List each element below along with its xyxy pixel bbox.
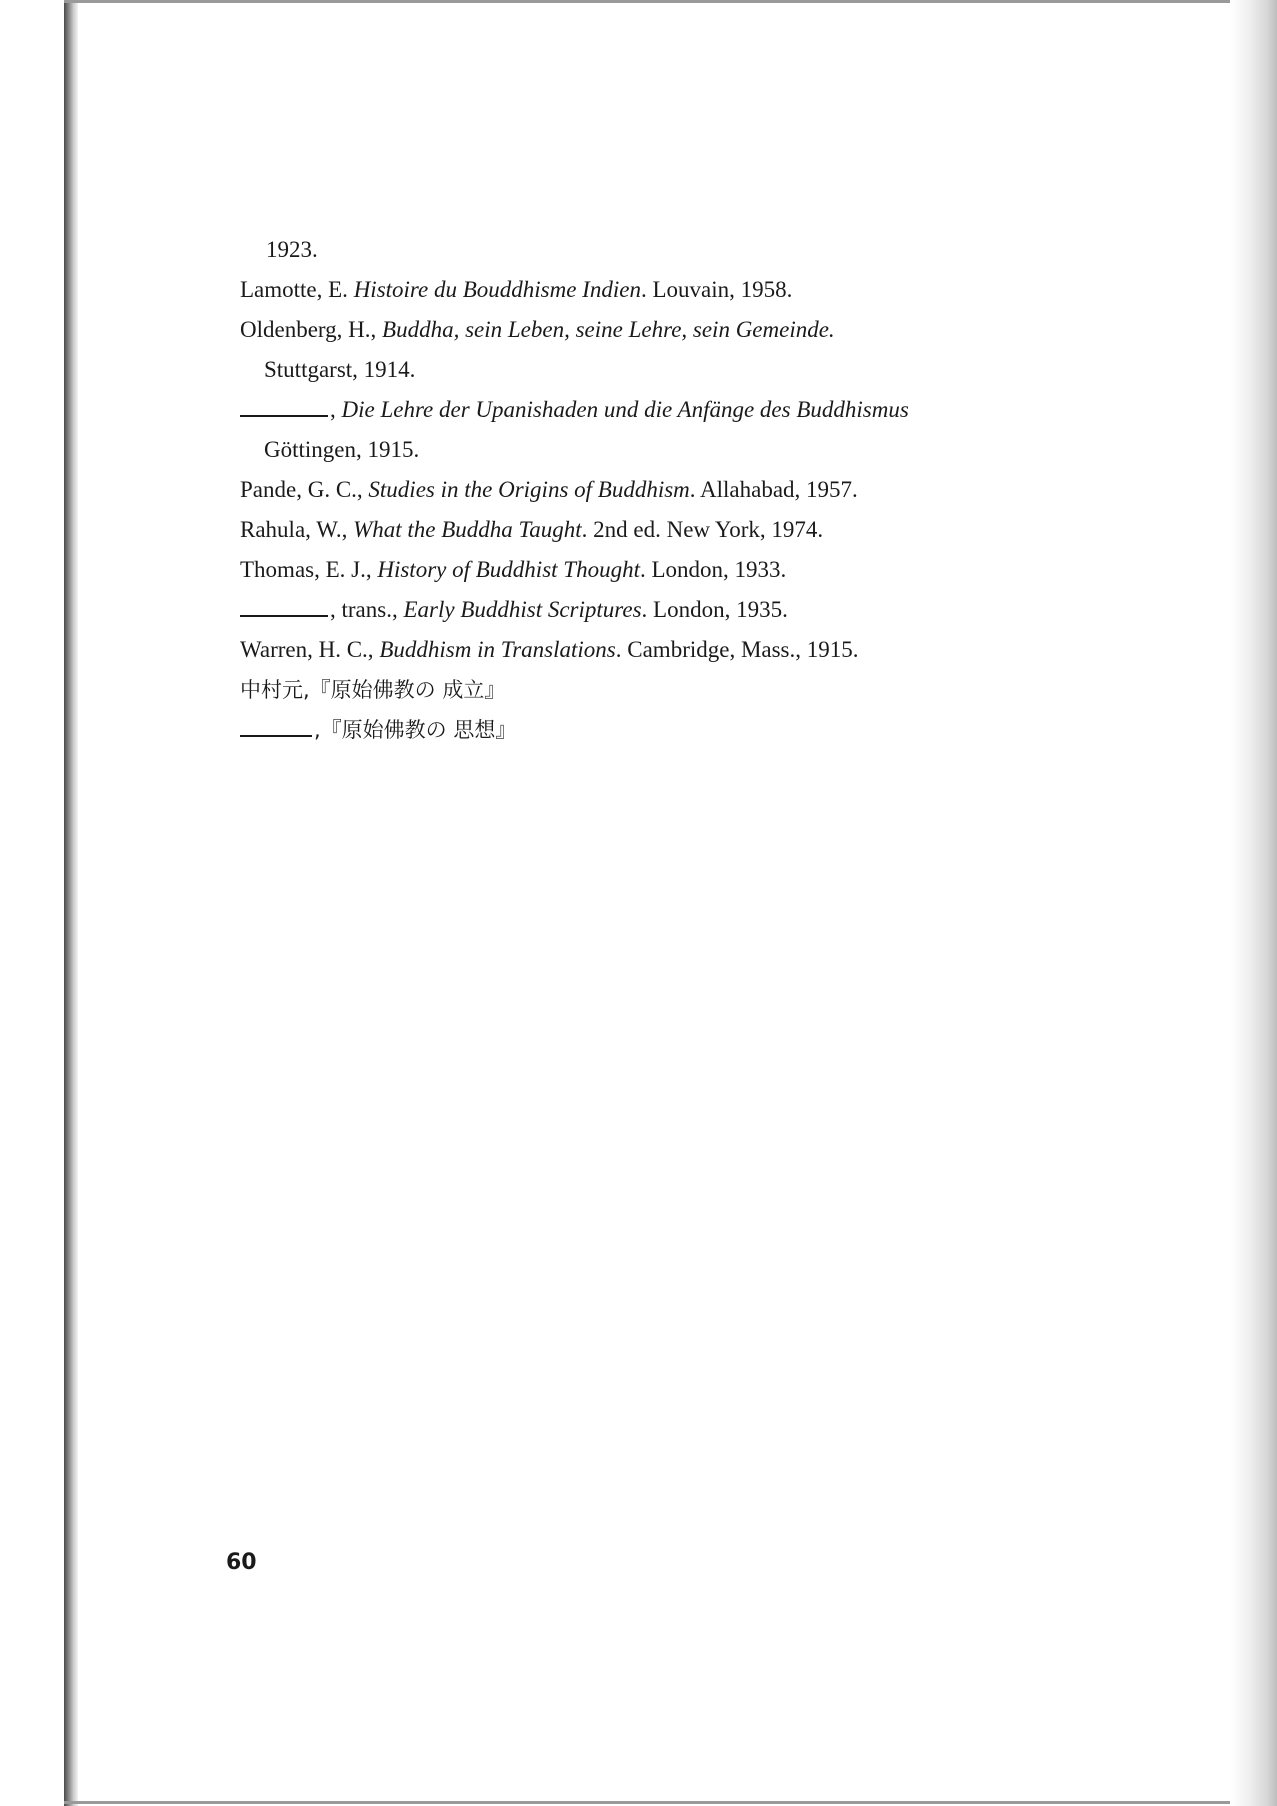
ditto-rule (240, 597, 328, 617)
page-number: 60 (226, 1550, 257, 1575)
entry-author: Thomas, E. J., (240, 557, 378, 582)
entry-author: Rahula, W., (240, 517, 354, 542)
entry-title: History of Buddhist Thought (377, 557, 640, 582)
bib-entry-continuation-1923 (240, 230, 1120, 270)
entry-separator: , (314, 718, 321, 742)
ditto-rule (240, 397, 328, 417)
entry-author: Warren, H. C., (240, 637, 380, 662)
bib-entry-nakamura-2 (240, 710, 1120, 750)
entry-separator: , trans., (330, 597, 404, 622)
bib-entry-warren (240, 630, 1120, 670)
entry-title: Buddha, sein Leben, seine Lehre, sein Gemeinde. (382, 317, 835, 342)
entry-title: Histoire du Bouddhisme Indien (353, 277, 641, 302)
entry-text: 1923. (266, 237, 318, 262)
bib-entry-pande (240, 470, 1120, 510)
entry-author: Lamotte, E. (240, 277, 354, 302)
bib-entry-oldenberg-1-continuation (240, 350, 1120, 390)
page-bottom-edge (64, 1801, 1264, 1804)
bib-entry-lamotte (240, 270, 1120, 310)
ditto-rule (240, 717, 312, 737)
bib-entry-oldenberg-2 (240, 390, 1120, 430)
entry-title: Early Buddhist Scriptures (403, 597, 642, 622)
page-binding-shadow (64, 0, 78, 1806)
entry-publication: . London, 1933. (639, 557, 787, 582)
entry-publication: . Cambridge, Mass., 1915. (615, 637, 859, 662)
entry-publication: Göttingen, 1915. (264, 437, 420, 462)
bib-entry-nakamura-1 (240, 670, 1120, 710)
entry-separator: , (330, 397, 342, 422)
entry-title: What the Buddha Taught (353, 517, 582, 542)
entry-title: Die Lehre der Upanishaden und die Anfänge des Buddhismus (341, 397, 909, 422)
entry-text: 中村元,『原始佛教の 成立』 (240, 678, 506, 702)
page-right-shadow (1230, 0, 1277, 1806)
entry-publication: . 2nd ed. New York, 1974. (581, 517, 824, 542)
entry-title: Buddhism in Translations (379, 637, 616, 662)
entry-author: Oldenberg, H., (240, 317, 383, 342)
bibliography-list (240, 230, 1120, 750)
bib-entry-oldenberg-2-continuation (240, 430, 1120, 470)
bib-entry-thomas-2 (240, 590, 1120, 630)
bib-entry-rahula (240, 510, 1120, 550)
entry-title: Studies in the Origins of Buddhism (368, 477, 690, 502)
entry-publication: . Louvain, 1958. (640, 277, 793, 302)
entry-publication: . London, 1935. (641, 597, 788, 622)
entry-title: 『原始佛教の 思想』 (320, 718, 517, 742)
bib-entry-thomas-1 (240, 550, 1120, 590)
entry-publication: Stuttgarst, 1914. (264, 357, 416, 382)
entry-author: Pande, G. C., (240, 477, 369, 502)
entry-publication: . Allahabad, 1957. (689, 477, 858, 502)
bib-entry-oldenberg-1 (240, 310, 1120, 350)
